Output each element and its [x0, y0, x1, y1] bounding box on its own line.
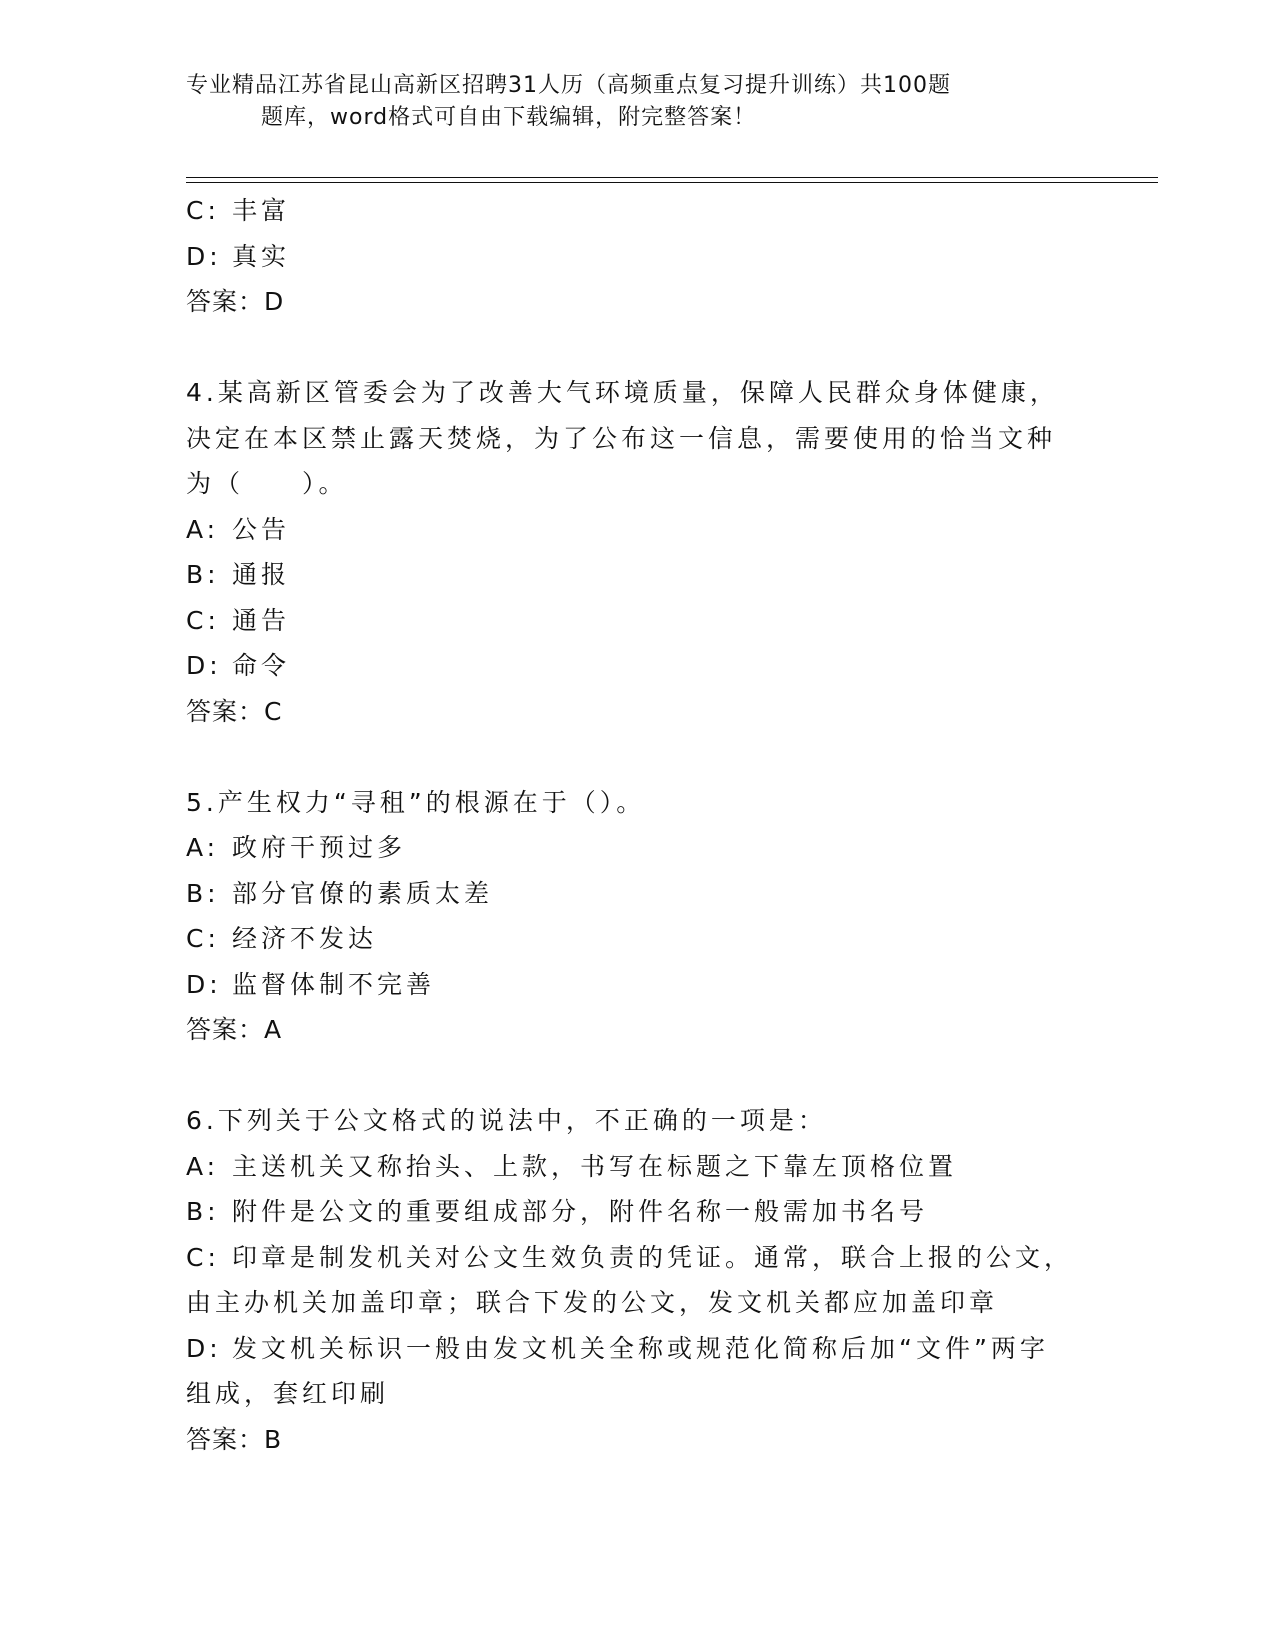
question-stem: 6.下列关于公文格式的说法中，不正确的一项是：	[186, 1106, 827, 1135]
answer: 答案：A	[186, 1015, 283, 1044]
option-text: 附件是公文的重要组成部分，附件名称一般需加书名号	[232, 1197, 929, 1226]
option-text: 通报	[232, 560, 291, 589]
option-d	[186, 962, 1086, 1008]
option-a	[186, 1144, 1086, 1190]
header-divider-bottom	[186, 182, 1158, 183]
option-b	[186, 1189, 1086, 1235]
option-label: A:	[186, 514, 220, 544]
option-a	[186, 507, 1086, 553]
option-text: 命令	[232, 651, 291, 680]
option-d-continued: 组成，套红印刷	[186, 1379, 390, 1408]
answer: 答案：C	[186, 696, 283, 726]
option-c	[186, 1235, 1086, 1281]
option-c	[186, 188, 1086, 234]
option-label: D:	[186, 1333, 222, 1363]
option-d	[186, 234, 1086, 280]
question-stem: 为（ ）。	[186, 469, 348, 498]
option-label: D:	[186, 651, 222, 680]
option-label: A:	[186, 1151, 220, 1181]
option-c	[186, 598, 1086, 644]
option-b	[186, 552, 1086, 598]
header-title-line2: 题库，word格式可自由下载编辑，附完整答案！	[261, 105, 757, 130]
option-d	[186, 1326, 1086, 1372]
answer: 答案：D	[186, 287, 285, 316]
question-stem: 决定在本区禁止露天焚烧，为了公布这一信息，需要使用的恰当文种	[186, 423, 1057, 453]
option-text: 部分官僚的素质太差	[232, 878, 494, 908]
option-label: C:	[186, 924, 220, 953]
spacer	[186, 1053, 1086, 1099]
question-list	[186, 188, 1086, 1462]
spacer	[186, 734, 1086, 780]
option-b	[186, 871, 1086, 917]
option-text: 政府干预过多	[232, 833, 407, 862]
option-text: 经济不发达	[232, 924, 378, 953]
option-c-continued: 由主办机关加盖印章；联合下发的公文，发文机关都应加盖印章	[186, 1288, 999, 1317]
header-divider-top	[186, 177, 1158, 178]
option-text: 通告	[232, 605, 291, 635]
option-text: 丰富	[232, 196, 291, 225]
option-text: 主送机关又称抬头、上款，书写在标题之下靠左顶格位置	[232, 1151, 958, 1181]
answer: 答案：B	[186, 1424, 283, 1454]
question-5	[186, 780, 1086, 1053]
option-text: 印章是制发机关对公文生效负责的凭证。通常，联合上报的公文，	[232, 1242, 1074, 1272]
option-text: 真实	[232, 241, 291, 271]
option-label: A:	[186, 833, 220, 862]
header-title-line1: 专业精品江苏省昆山高新区招聘31人历（高频重点复习提升训练）共100题	[186, 73, 951, 98]
option-c	[186, 916, 1086, 962]
option-label: B:	[186, 560, 220, 589]
option-a	[186, 825, 1086, 871]
spacer	[186, 325, 1086, 371]
question-3	[186, 188, 1086, 325]
option-label: C:	[186, 1242, 220, 1272]
question-4	[186, 370, 1086, 734]
question-stem: 5.产生权力“寻租”的根源在于（）。	[186, 787, 646, 817]
option-text: 公告	[232, 514, 291, 544]
option-text: 发文机关标识一般由发文机关全称或规范化简称后加“文件”两字	[232, 1333, 1049, 1363]
option-label: B:	[186, 878, 220, 908]
option-label: C:	[186, 196, 220, 225]
option-label: C:	[186, 605, 220, 635]
option-label: D:	[186, 969, 222, 999]
option-text: 监督体制不完善	[232, 969, 436, 999]
option-d	[186, 643, 1086, 689]
question-stem: 4.某高新区管委会为了改善大气环境质量，保障人民群众身体健康，	[186, 378, 1059, 407]
document-header	[186, 70, 1046, 134]
question-6	[186, 1098, 1086, 1462]
option-label: B:	[186, 1197, 220, 1226]
option-label: D:	[186, 241, 222, 271]
